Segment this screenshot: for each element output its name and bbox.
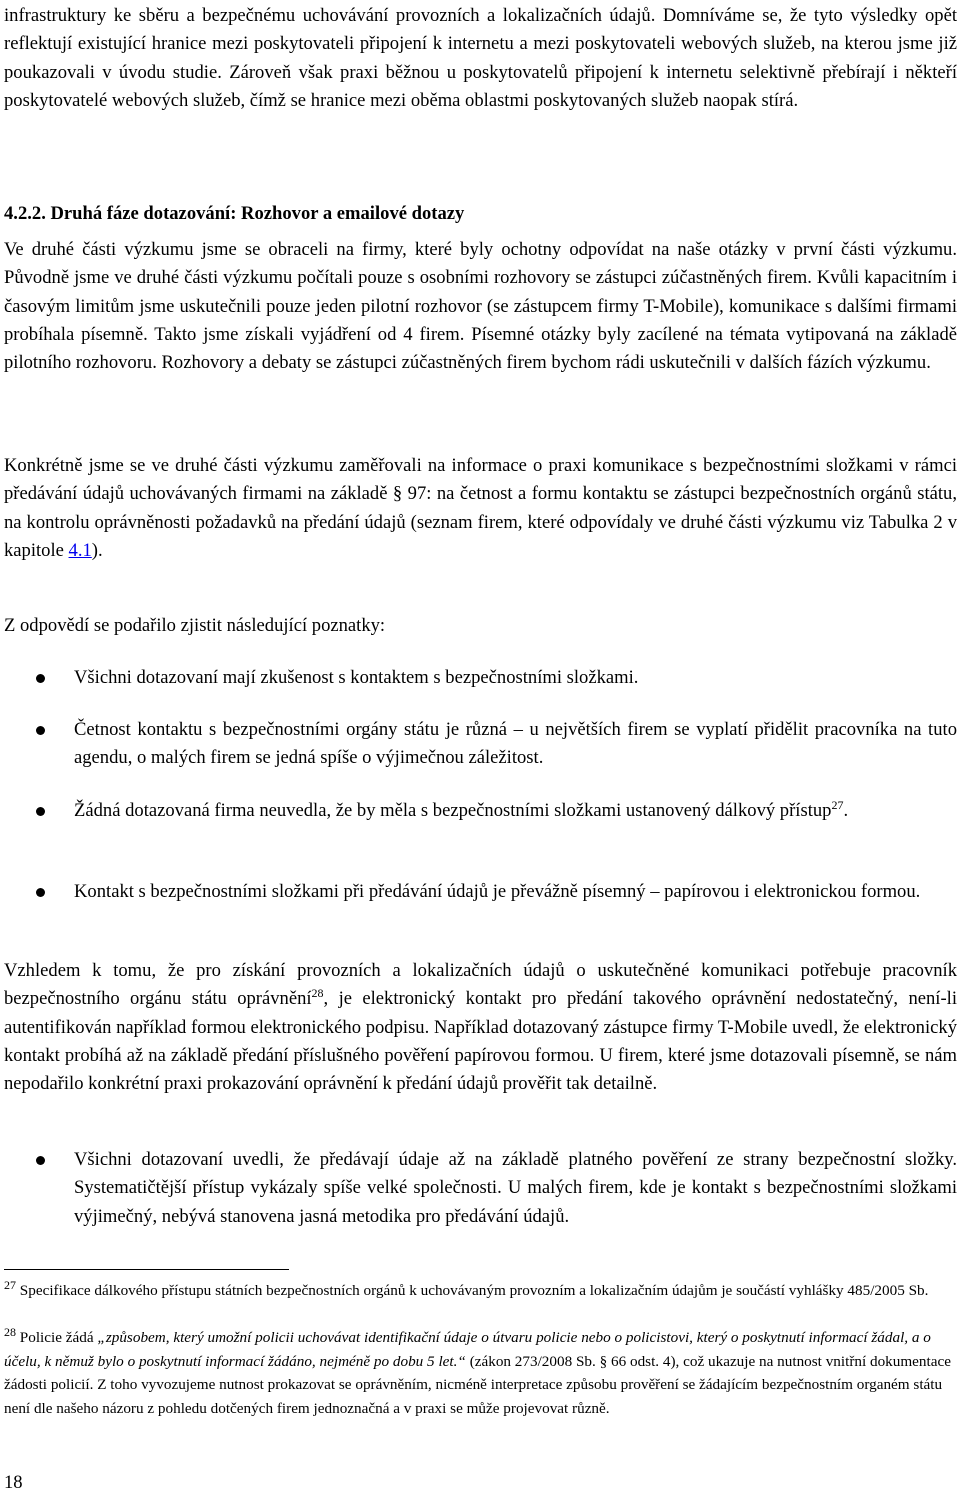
list-item-text: Všichni dotazovaní uvedli, že předávají údaje až na základě platného pověření ze strany bezpečnostní složky. Systematičtější přístup vykázaly spíše velké společnosti. U malých firem, kde je kontakt s bezpečnostními složkami výjimečný, nebývá stanovena jasná metodika pro předávání údajů.	[74, 1149, 957, 1227]
section-heading: 4.2.2. Druhá fáze dotazování: Rozhovor a emailové dotazy	[4, 203, 465, 224]
footnote-28	[4, 1326, 954, 1420]
section-paragraph-1: Ve druhé části výzkumu jsme se obraceli na firmy, které byly ochotny odpovídat na naše otázky v první části výzkumu. Původně jsme ve druhé části výzkumu počítali pouze s osobními rozhovory se zástupci zúčastněných firem. Kvůli kapacitním i časovým limitům jsme uskutečnili pouze jeden pilotní rozhovor (se zástupcem firmy T-Mobile), komunikace s dalšími firmami probíhala písemně. Takto jsme získali vyjádření od 4 firem. Písemné otázky byly zacílené na témata vytipovaná na základě pilotního rozhovoru. Rozhovory a debaty se zástupci zúčastněných firem bychom rádi uskutečnili v dalších fázích výzkumu.	[4, 239, 957, 374]
paragraph-2-text: Konkrétně jsme se ve druhé části výzkumu zaměřovali na informace o praxi komunikace s bezpečnostními složkami v rámci předávání údajů uchovávaných firmami na základě § 97: na četnost a formu kontaktu se zástupci bezpečnostních orgánů státu, na kontrolu oprávněnosti požadavků na předání údajů (seznam firem, které odpovídaly ve druhé části výzkumu viz Tabulka 2 v kapitole	[4, 455, 957, 561]
verification-tail: , je elektronický kontakt pro předání takového oprávnění nedostatečný, není-li autentifikován například formou elektronického podpisu. Například dotazovaný zástupce firmy T-Mobile uvedl, že elektronický kontakt probíhá až na základě předání příslušného pověření papírovou formou. U firem, které jsme dotazovali písemně, se nám nepodařilo konkrétní praxi prokazování oprávnění k předání údajů prověřit tak detailně.	[4, 988, 957, 1095]
page-number: 18	[4, 1472, 23, 1493]
list-item-tail: .	[843, 800, 849, 821]
list-item-text: Kontakt s bezpečnostními složkami při předávání údajů je převážně písemný – papírovou i elektronickou formou.	[74, 881, 921, 902]
section-paragraph-2	[4, 452, 957, 565]
footnote-number: 28	[4, 1324, 16, 1339]
list-item-text: Všichni dotazovaní mají zkušenost s kontaktem s bezpečnostními složkami.	[74, 667, 639, 688]
bullet-icon	[36, 888, 45, 897]
list-item-text	[74, 797, 957, 825]
intro-text-b: Zároveň však praxi běžnou u poskytovatelů připojení k internetu selektivně přebírají i někteří poskytovatelé webových služeb, čímž se hranice mezi oběma oblastmi poskytovaných služeb naopak stírá.	[4, 61, 957, 111]
footnote-rest: (zákon 273/2008 Sb. § 66 odst. 4), což ukazuje na nutnost vnitřní dokumentace žádosti policií. Z toho vyvozujeme nutnost prokazovat se oprávněním, nicméně interpretace způsobu prověření se žádajícím bezpečnostním organém státu není dle našeho názoru z pohledu dotčených firem jednoznačná a v praxi se může projevovat různě.	[4, 1352, 951, 1417]
bullet-icon	[36, 726, 45, 735]
footnote-ref-27[interactable]: 27	[831, 797, 844, 812]
footnote-ref-28[interactable]: 28	[311, 986, 324, 1001]
footnote-27	[4, 1279, 954, 1303]
footnote-text: Specifikace dálkového přístupu státních bezpečnostních orgánů k uchovávaným provozním a lokalizačním údajům je součástí vyhlášky 485/2005 Sb.	[16, 1282, 929, 1299]
list-item-body: Žádná dotazovaná firma neuvedla, že by měla s bezpečnostními složkami ustanovený dálkový přístup	[74, 800, 832, 821]
verification-text: Vzhledem k tomu, že pro získání provozních a lokalizačních údajů o uskutečněné komunikaci potřebuje pracovník bezpečnostního orgánu státu oprávnění	[4, 960, 957, 1010]
footnote-separator	[4, 1269, 289, 1270]
paragraph-2-tail: ).	[91, 539, 103, 561]
findings-intro: Z odpovědí se podařilo zjistit následující poznatky:	[4, 615, 386, 636]
intro-paragraph	[4, 2, 957, 115]
list-item-text: Četnost kontaktu s bezpečnostními orgány státu je různá – u největších firem se vyplatí přidělit pracovníka na tuto agendu, o malých firem se jedná spíše o výjimečnou záležitost.	[74, 719, 957, 769]
bullet-icon	[36, 674, 45, 683]
bullet-icon	[36, 1156, 45, 1165]
chapter-link[interactable]: 4.1	[68, 539, 92, 561]
footnote-number: 27	[4, 1277, 16, 1292]
intro-text-a: infrastruktury ke sběru a bezpečnému uchovávání provozních a lokalizačních údajů. Domníváme se, že tyto výsledky opět reflektují existující hranice mezi poskytovateli připojení k internetu a mezi poskytovateli webových služeb, na kterou jsme již poukazovali v úvodu studie.	[4, 5, 957, 83]
footnote-lead: Policie žádá	[16, 1329, 98, 1346]
footnote-quote: „způsobem, který umožní policii uchovávat identifikační údaje o útvaru policie nebo o policistovi, který o poskytnutí informací žádal, a o účelu, k němuž bylo o poskytnutí informací žádáno, nejméně po dobu 5 let.“	[4, 1329, 931, 1370]
bullet-icon	[36, 807, 45, 816]
verification-paragraph	[4, 957, 957, 1098]
